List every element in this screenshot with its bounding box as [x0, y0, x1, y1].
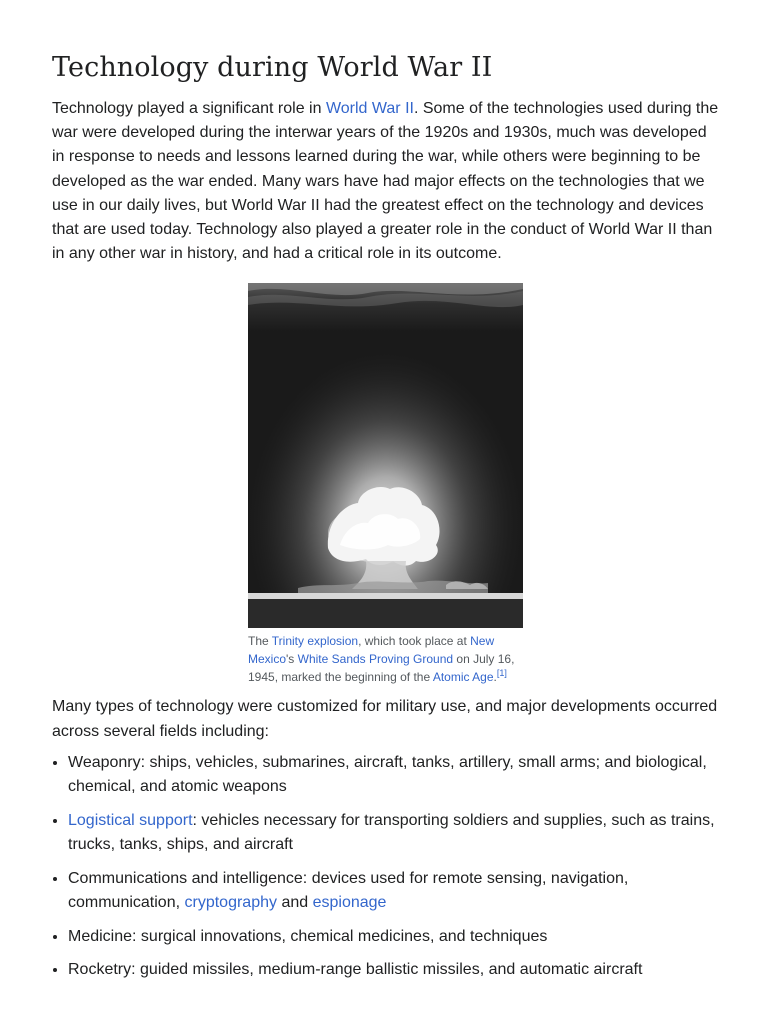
list-item-rocketry	[68, 958, 720, 982]
list-item-text: : vehicles necessary for transporting soldiers and supplies, such as trains, trucks, tanks, ships, and aircraft	[68, 811, 715, 853]
caption-text-5: .	[493, 670, 497, 685]
list-item-text: Medicine: surgical innovations, chemical medicines, and techniques	[68, 927, 548, 945]
page-title: Technology during World War II	[52, 52, 493, 83]
world-war-ii-link[interactable]: World War II	[325, 100, 414, 117]
technology-fields-list	[52, 751, 720, 983]
list-item-weaponry	[68, 751, 720, 799]
trinity-figure	[248, 283, 523, 686]
trinity-explosion-link[interactable]: Trinity explosion	[271, 634, 359, 649]
list-item-communications	[68, 867, 720, 915]
list-item-text: and	[277, 893, 313, 911]
caption-text-4: on July 16, 1945, marked the beginning of the	[248, 652, 515, 685]
new-mexico-link[interactable]: New Mexico	[248, 634, 495, 667]
list-item-text: Communications and intelligence: devices used for remote sensing, navigation, communication,	[68, 869, 629, 911]
white-sands-link[interactable]: White Sands Proving Ground	[297, 652, 454, 667]
caption-text-1: The	[248, 634, 272, 649]
article	[52, 0, 720, 992]
trinity-explosion-photo[interactable]	[248, 283, 523, 628]
caption-text-3: 's	[286, 652, 298, 667]
figure-caption	[248, 632, 523, 686]
list-item-text: Rocketry: guided missiles, medium-range ballistic missiles, and automatic aircraft	[68, 961, 643, 979]
intro-text-2: . Some of the technologies used during the war were developed during the interwar years of the 1920s and 1930s, much was developed in response to needs and lessons learned during the war, while others were beginning to be developed as the war ended. Many wars have had major effects on the technologies that we use in our daily lives, but World War II had the greatest effect on the technology and devices that are used today. Technology also played a greater role in the conduct of World War II than in any other war in history, and had a critical role in its outcome.	[52, 100, 719, 263]
intro-paragraph	[52, 97, 720, 266]
list-item-text: Weaponry: ships, vehicles, submarines, aircraft, tanks, artillery, small arms; and biological, chemical, and atomic weapons	[68, 753, 707, 796]
reference-link[interactable]: [1]	[496, 668, 507, 679]
intro-text-1: Technology played a significant role in	[52, 100, 326, 117]
logistical-support-link[interactable]: Logistical support	[68, 811, 193, 829]
list-item-medicine	[68, 925, 720, 949]
espionage-link[interactable]: espionage	[312, 893, 387, 911]
caption-text-2: , which took place at	[358, 634, 471, 649]
cryptography-link[interactable]: cryptography	[184, 893, 277, 911]
atomic-age-link[interactable]: Atomic Age	[432, 670, 494, 685]
fields-intro-paragraph: Many types of technology were customized for military use, and major developments occurred across several fields including:	[52, 698, 718, 740]
list-item-logistics	[68, 809, 720, 857]
